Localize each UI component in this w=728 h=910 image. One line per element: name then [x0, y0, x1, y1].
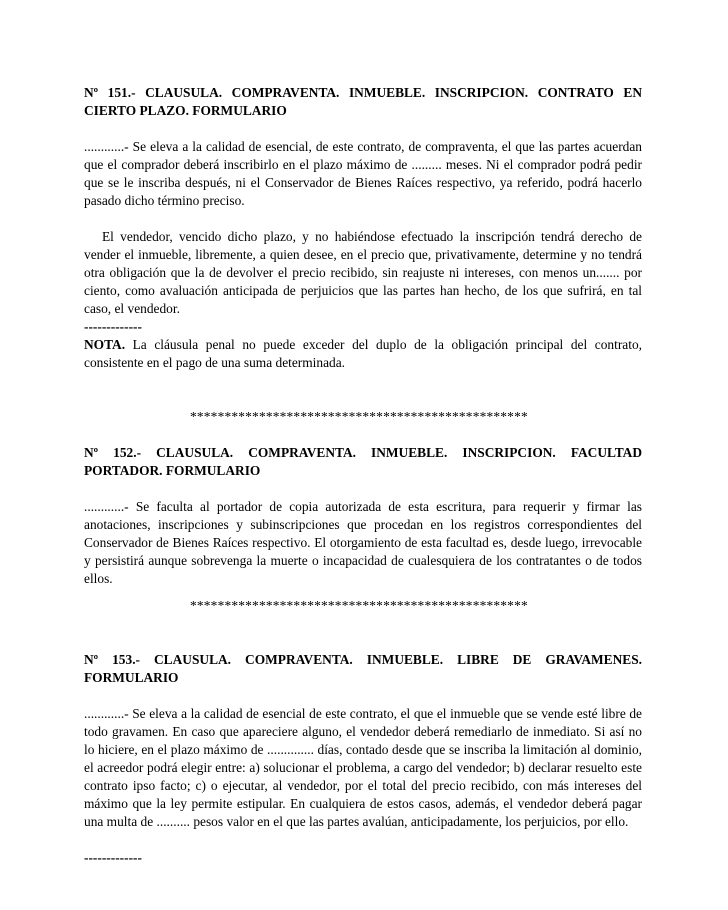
clause-151-dash-separator: -------------: [84, 319, 142, 334]
clause-152-heading: Nº 152.- CLAUSULA. COMPRAVENTA. INMUEBLE. INSCRIPCION. FACULTAD PORTADOR. FORMULARIO: [84, 445, 642, 478]
note-text: La cláusula penal no puede exceder del duplo de la obligación principal del contrato, consistente en el pago de una suma determinada.: [84, 337, 642, 370]
clause-153-paragraph-1: ............- Se eleva a la calidad de esencial de este contrato, el que el inmueble que se vende esté libre de todo gravamen. En caso que apareciere alguno, el vendedor deberá remediarlo de inmediato. Si así no lo hiciere, en el plazo máximo de .............. días, contado desde que se inscriba la limitación al dominio, el acreedor podrá elegir entre: a) solucionar el problema, a cargo del vendedor; b) declarar resuelto este contrato ipso facto; c) o ejecutar, al vendedor, por el total del precio recibido, con más intereses del máximo que la ley permite estipular. En cualquiera de estos casos, además, el vendedor deberá pagar una multa de .......... pesos valor en el que las partes avalúan, anticipadamente, los perjuicios, por ello.: [84, 706, 642, 829]
asterisk-separator-1: *************************************************: [190, 409, 528, 424]
clause-153-heading: Nº 153.- CLAUSULA. COMPRAVENTA. INMUEBLE. LIBRE DE GRAVAMENES. FORMULARIO: [84, 652, 642, 685]
clause-152-paragraph-1: ............- Se faculta al portador de copia autorizada de esta escritura, para requerir y firmar las anotaciones, inscripciones y subinscripciones que procedan en los registros correspondientes del Conservador de Bienes Raíces respectivo. El otorgamiento de esta facultad es, desde luego, irrevocable y persistirá aunque sobrevenga la muerte o incapacidad de cualesquiera de los contratantes o de todos ellos.: [84, 499, 642, 586]
note-label: NOTA.: [84, 337, 126, 352]
clause-151-heading: Nº 151.- CLAUSULA. COMPRAVENTA. INMUEBLE. INSCRIPCION. CONTRATO EN CIERTO PLAZO. FORMULARIO: [84, 85, 642, 118]
asterisk-separator-2: *************************************************: [190, 598, 528, 613]
clause-151-paragraph-2: El vendedor, vencido dicho plazo, y no habiéndose efectuado la inscripción tendrá derecho de vender el inmueble, libremente, a quien desee, en el precio que, privativamente, determine y no tendrá otra obligación que la de devolver el precio recibido, sin reajuste ni intereses, con menos un....... por ciento, como avaluación anticipada de perjuicios que las partes han hecho, de los que sufrirá, en tal caso, el vendedor.: [84, 229, 642, 316]
clause-151-note: [84, 336, 642, 372]
clause-151-paragraph-1: ............- Se eleva a la calidad de esencial, de este contrato, de compraventa, el que las partes acuerdan que el comprador deberá inscribirlo en el plazo máximo de ......... meses. Ni el comprador podrá pedir que se le inscriba después, ni el Conservador de Bienes Raíces respectivo, ya referido, podrá hacerlo pasado dicho término preciso.: [84, 139, 642, 208]
clause-153-dash-separator: -------------: [84, 850, 142, 865]
